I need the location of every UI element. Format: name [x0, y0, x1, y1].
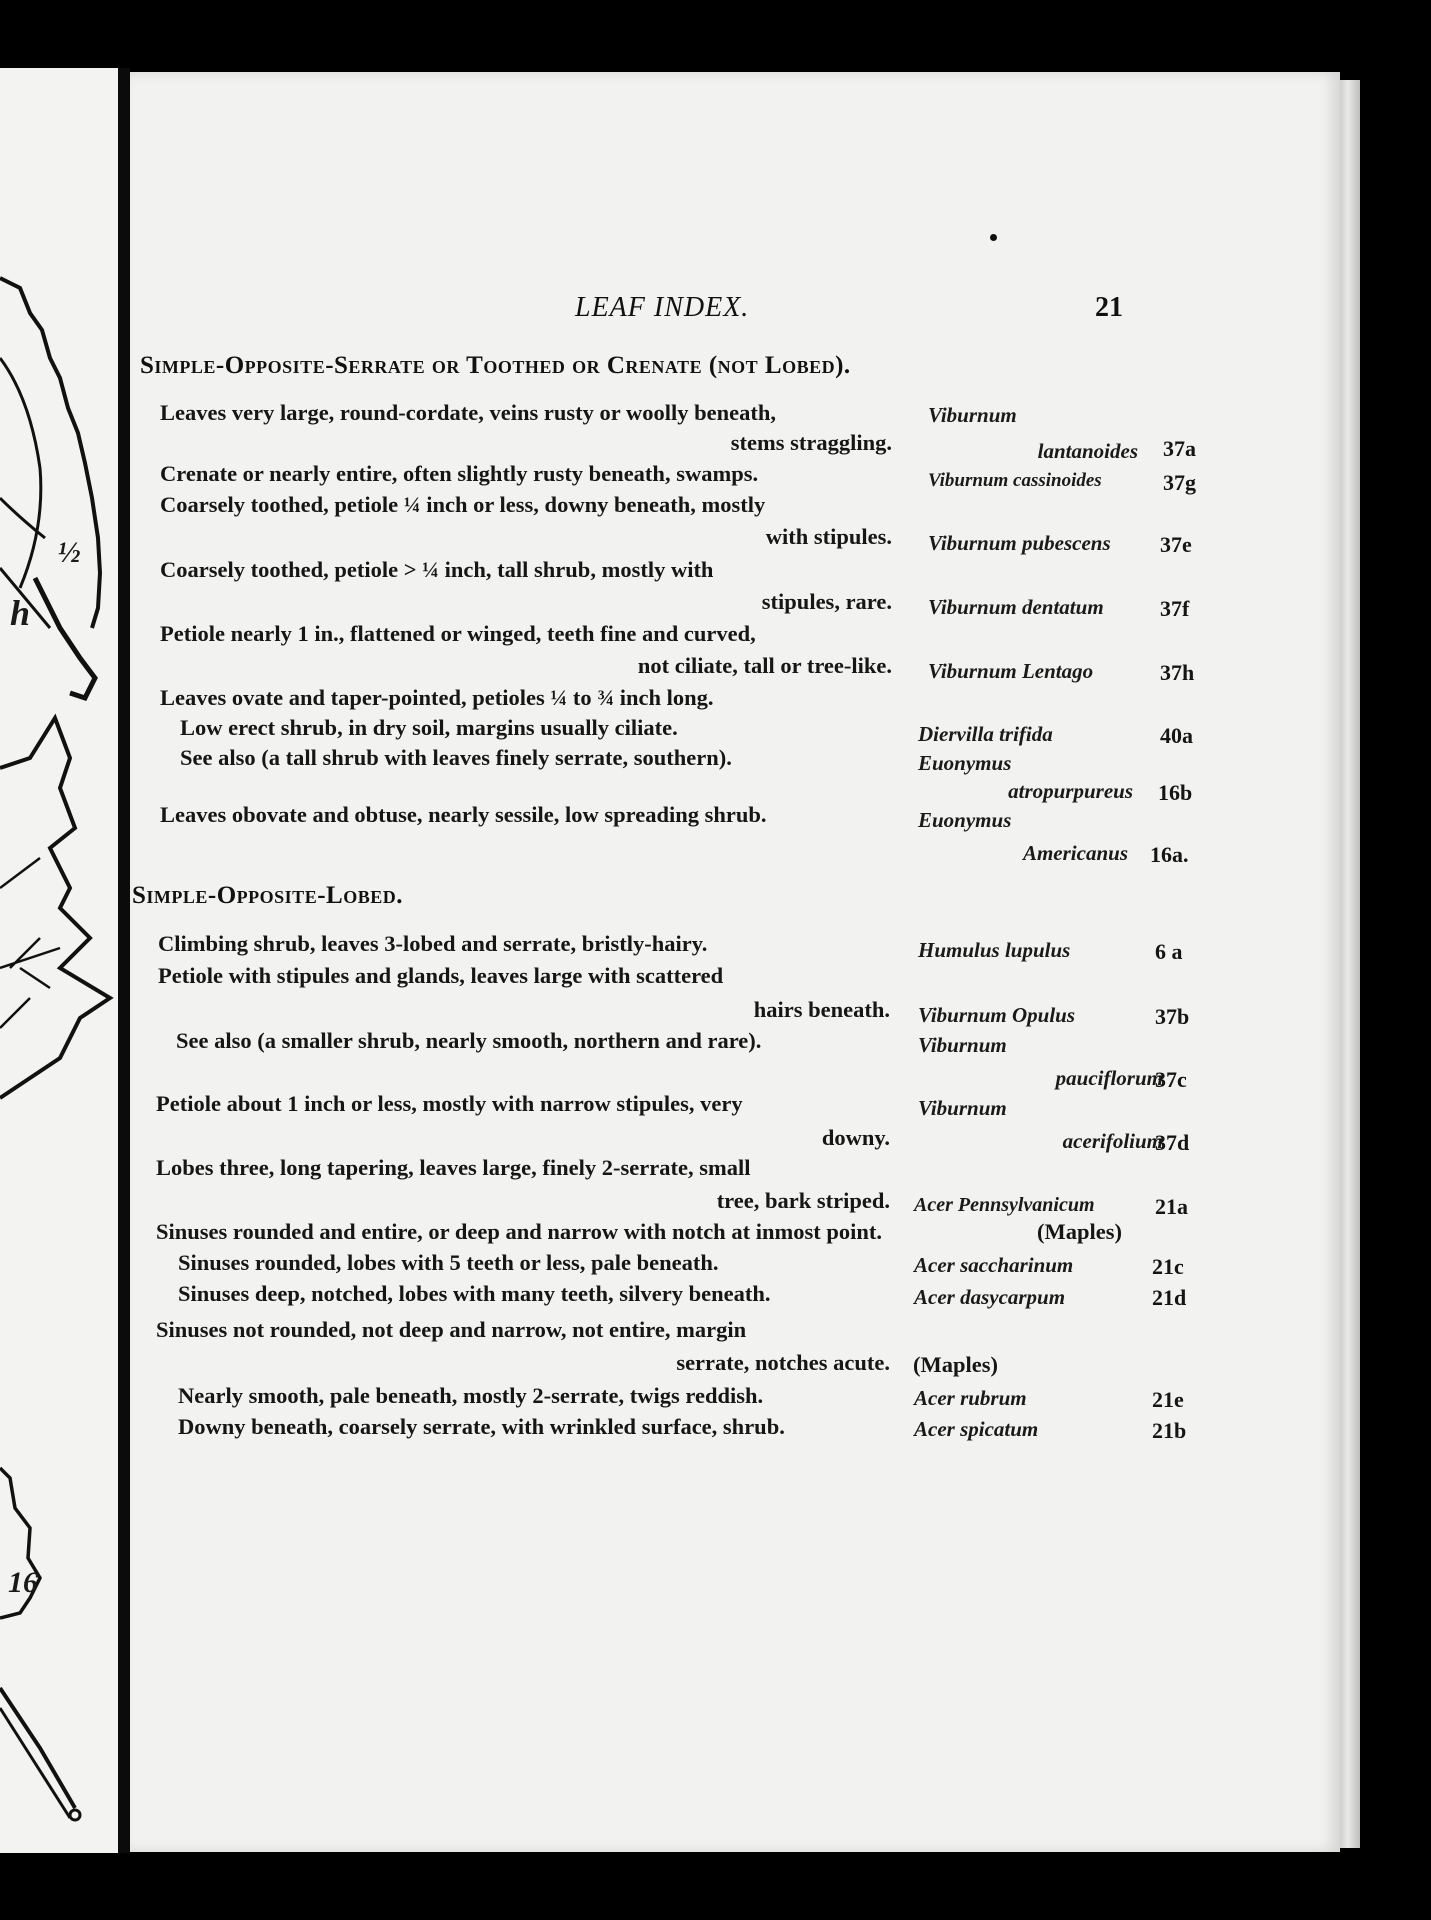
figure-ref: 21b [1152, 1418, 1187, 1443]
figure-ref: 37f [1160, 596, 1190, 621]
group-note: (Maples) [1037, 1219, 1122, 1244]
species-name: Acer rubrum [914, 1386, 1027, 1410]
entry-text: not ciliate, tall or tree-like. [637, 653, 892, 678]
entry-text: See also (a tall shrub with leaves finely serrate, southern). [180, 745, 732, 770]
entry-text: with stipules. [765, 524, 892, 549]
figure-ref: 21d [1152, 1285, 1187, 1310]
entry-text: Lobes three, long tapering, leaves large, finely 2-serrate, small [156, 1155, 751, 1180]
entry-text: Climbing shrub, leaves 3-lobed and serrate, bristly-hairy. [158, 931, 708, 956]
species-name: Viburnum pubescens [928, 531, 1111, 555]
entry-text: tree, bark striped. [716, 1188, 890, 1213]
entry-text: hairs beneath. [753, 997, 890, 1022]
entry-text: stems straggling. [730, 430, 892, 455]
species-name: Viburnum Opulus [918, 1003, 1076, 1027]
page-edge [1340, 80, 1360, 1848]
species-name: Acer Pennsylvanicum [914, 1194, 1095, 1216]
entry-text: Petiole with stipules and glands, leaves large with scattered [158, 963, 724, 988]
group-note: (Maples) [913, 1352, 998, 1377]
species-name: Humulus lupulus [918, 938, 1071, 962]
ink-dot [990, 234, 997, 241]
species-name: Acer saccharinum [914, 1253, 1074, 1277]
figure-ref: 37a [1163, 436, 1196, 461]
species-name: Viburnum [918, 1096, 1007, 1120]
entry-text: Low erect shrub, in dry soil, margins usually ciliate. [180, 715, 678, 740]
species-name: Acer spicatum [914, 1417, 1039, 1441]
entry-text: Sinuses deep, notched, lobes with many teeth, silvery beneath. [178, 1281, 771, 1306]
entry-text: Petiole nearly 1 in., flattened or winged, teeth fine and curved, [160, 621, 756, 646]
figure-ref: 37g [1163, 470, 1196, 495]
figure-ref: 37b [1155, 1004, 1190, 1029]
species-name: Diervilla trifida [918, 722, 1053, 746]
species-name: Viburnum cassinoides [928, 470, 1102, 491]
facing-page [0, 68, 118, 1853]
figure-ref: 40a [1160, 723, 1193, 748]
fraction-mark: ½ [58, 536, 81, 569]
species-name: Viburnum [918, 1033, 1007, 1057]
figure-ref: 21e [1152, 1387, 1184, 1412]
species-name: lantanoides [1037, 439, 1138, 463]
entry-text: Coarsely toothed, petiole > ¼ inch, tall shrub, mostly with [160, 557, 714, 582]
figure-ref: 6 a [1155, 939, 1183, 964]
entry-text: Leaves obovate and obtuse, nearly sessile, low spreading shrub. [160, 802, 767, 827]
figure-ref: 16a. [1150, 842, 1189, 867]
figure-ref: 21c [1152, 1254, 1184, 1279]
entry-text: See also (a smaller shrub, nearly smooth, northern and rare). [176, 1028, 762, 1053]
species-name: Viburnum Lentago [928, 659, 1094, 683]
page-number: 21 [1095, 292, 1123, 323]
entry-text: serrate, notches acute. [676, 1350, 890, 1375]
entry-text: Leaves very large, round-cordate, veins rusty or woolly beneath, [160, 400, 776, 425]
figure-ref: 21a [1155, 1194, 1188, 1219]
entry-text: stipules, rare. [761, 589, 892, 614]
figure-number-mark: 16 [8, 1566, 38, 1599]
entry-text: Petiole about 1 inch or less, mostly with narrow stipules, very [156, 1091, 743, 1116]
species-name: Euonymus [918, 808, 1012, 832]
figure-ref: 37d [1155, 1130, 1190, 1155]
section-heading: Simple-Opposite-Serrate or Toothed or Crenate (not Lobed). [140, 352, 851, 379]
figure-ref: 16b [1158, 780, 1193, 805]
species-name: Euonymus [918, 751, 1012, 775]
species-name: Viburnum [928, 403, 1017, 427]
gutter [118, 68, 130, 1853]
entry-text: downy. [821, 1125, 890, 1150]
figure-ref: 37c [1155, 1067, 1187, 1092]
entry-text: Coarsely toothed, petiole ¼ inch or less, downy beneath, mostly [160, 492, 766, 517]
species-name: atropurpureus [1008, 779, 1133, 803]
running-header: LEAF INDEX. [575, 292, 750, 323]
section-heading: Simple-Opposite-Lobed. [132, 882, 403, 909]
species-name: acerifolium [1062, 1129, 1163, 1153]
figure-ref: 37h [1160, 660, 1195, 685]
letter-mark: h [10, 593, 31, 633]
species-name: pauciflorum [1055, 1066, 1163, 1090]
entry-text: Sinuses not rounded, not deep and narrow, not entire, margin [156, 1317, 747, 1342]
species-name: Americanus [1022, 841, 1128, 865]
entry-text: Sinuses rounded and entire, or deep and narrow with notch at inmost point. [156, 1219, 882, 1244]
species-name: Viburnum dentatum [928, 595, 1104, 619]
species-name: Acer dasycarpum [914, 1285, 1066, 1309]
entry-text: Nearly smooth, pale beneath, mostly 2-serrate, twigs reddish. [178, 1383, 764, 1408]
entry-text: Crenate or nearly entire, often slightly rusty beneath, swamps. [160, 461, 759, 486]
entry-text: Downy beneath, coarsely serrate, with wrinkled surface, shrub. [178, 1414, 785, 1439]
entry-text: Leaves ovate and taper-pointed, petioles ¼ to ¾ inch long. [160, 685, 714, 710]
entry-text: Sinuses rounded, lobes with 5 teeth or less, pale beneath. [178, 1250, 719, 1275]
figure-ref: 37e [1160, 532, 1192, 557]
